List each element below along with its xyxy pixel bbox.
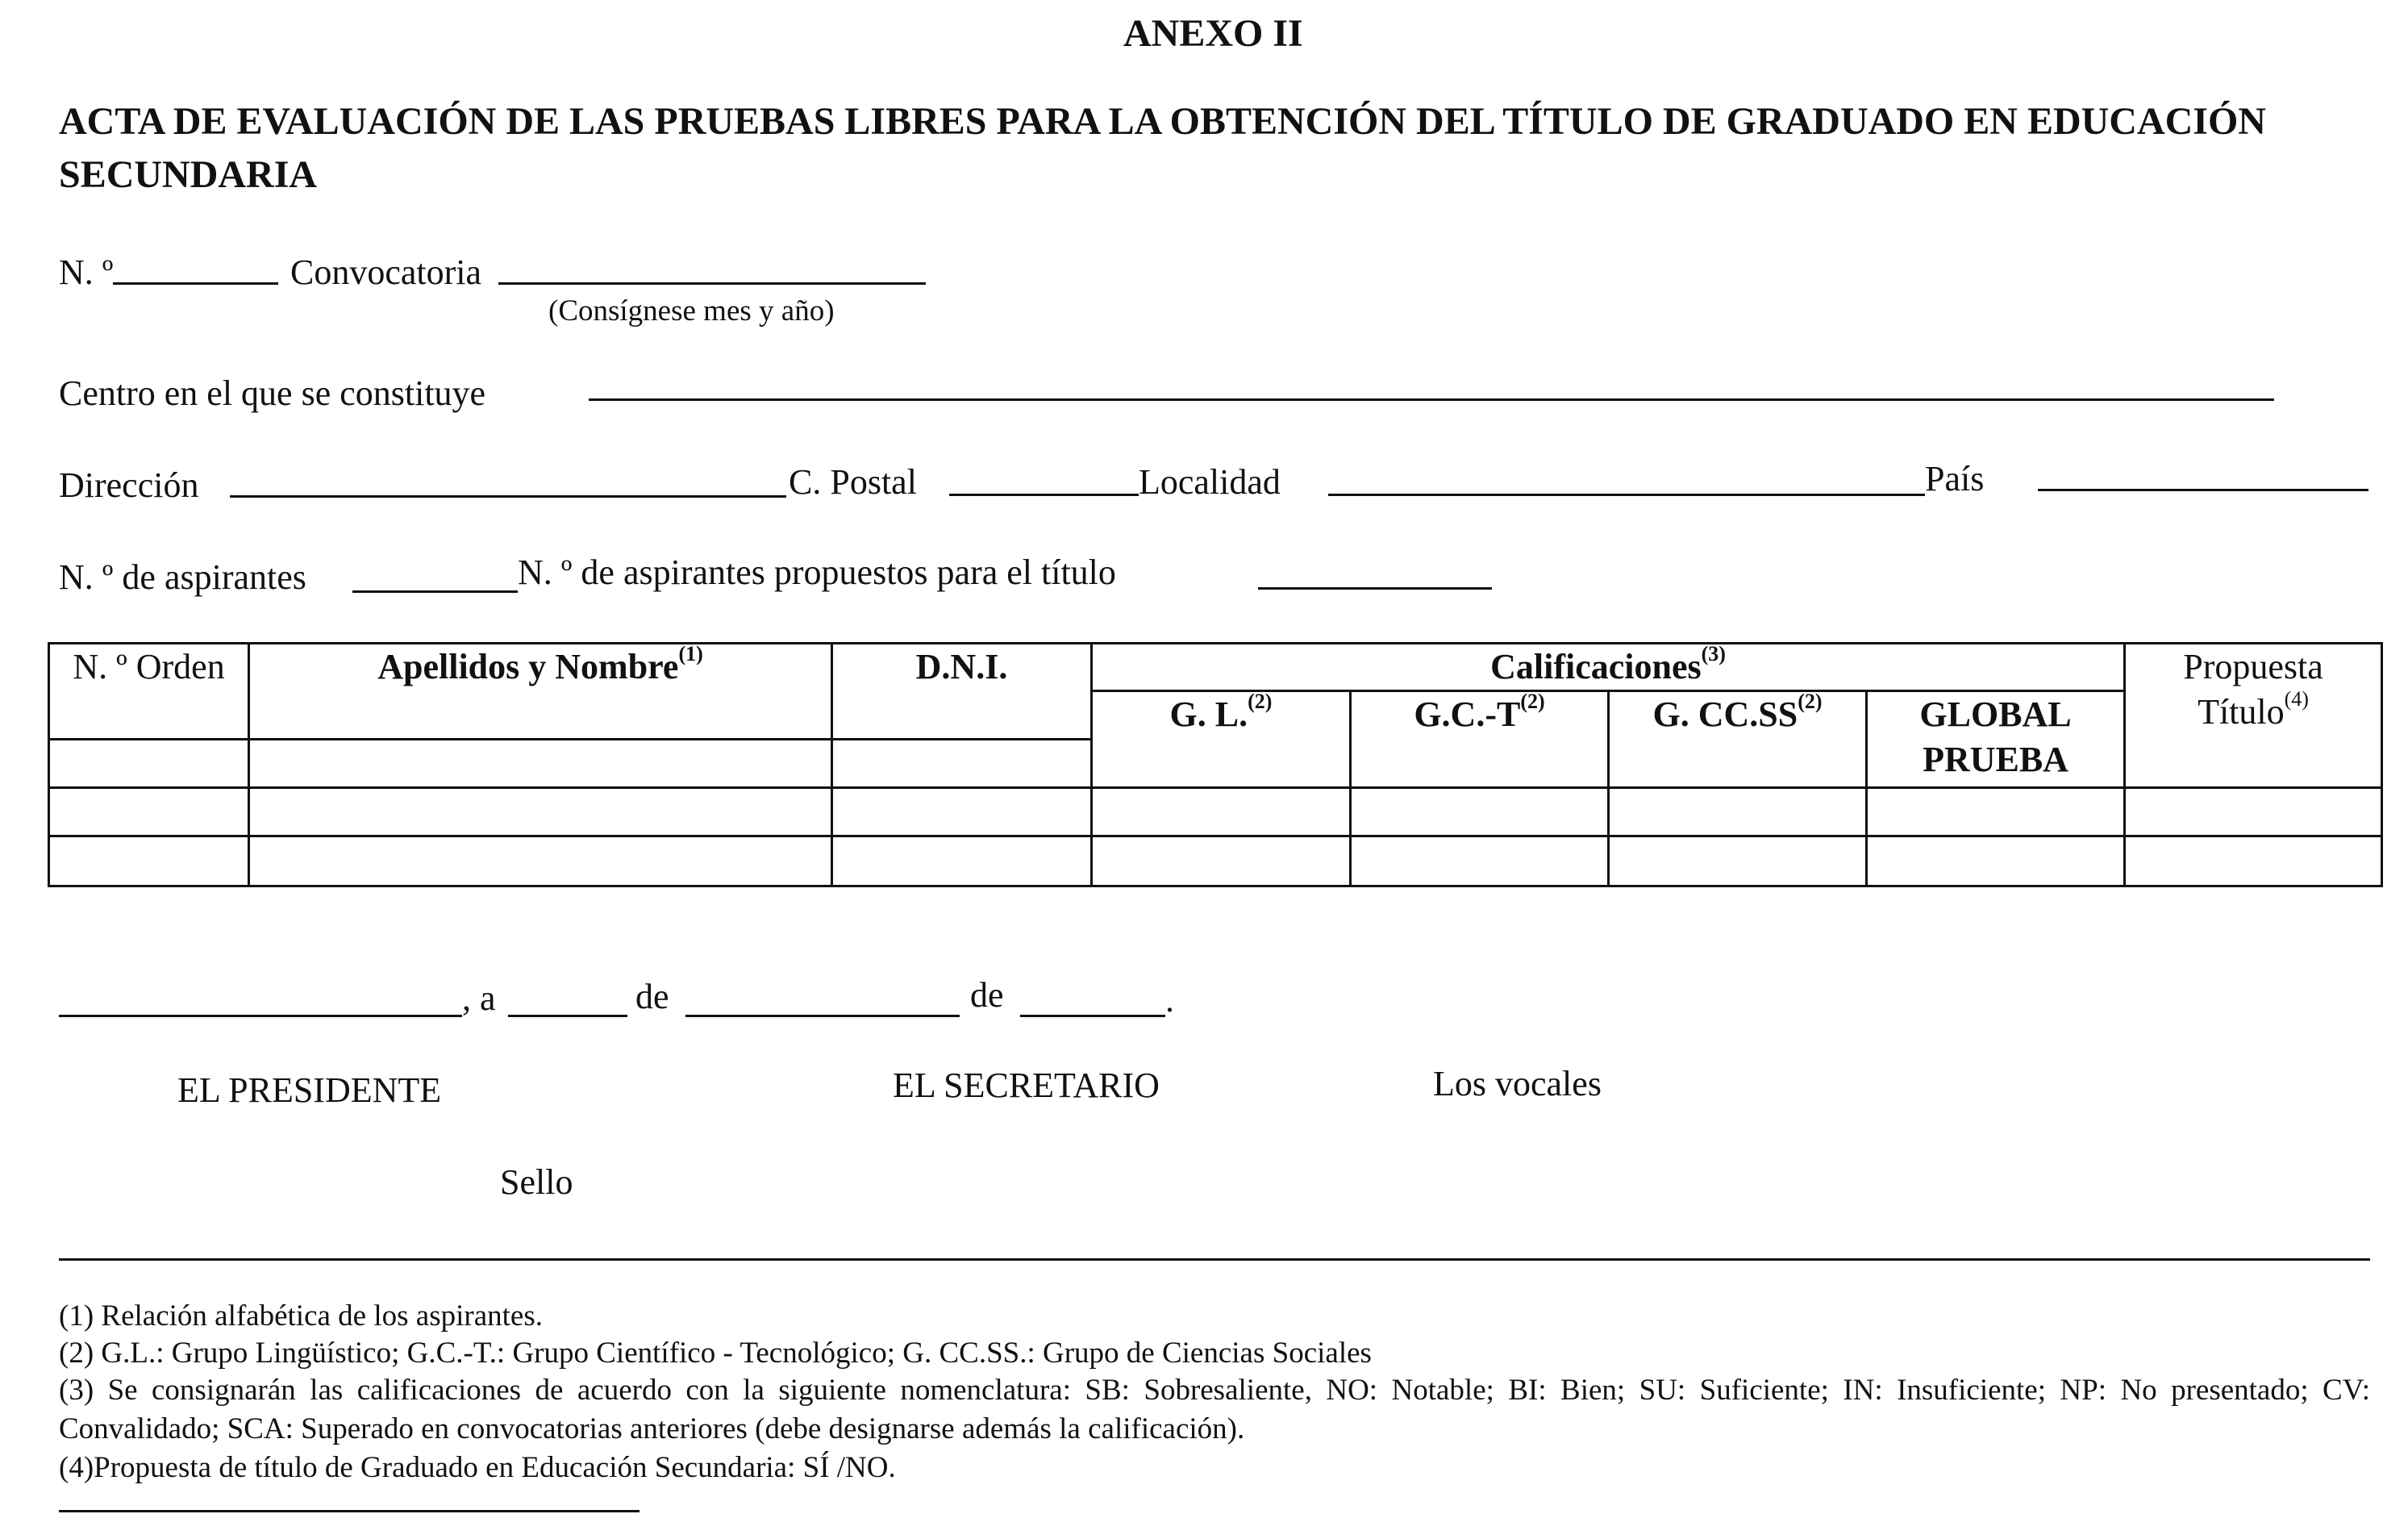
- document-title: ANEXO II: [1123, 12, 1303, 55]
- table-cell[interactable]: [249, 836, 832, 886]
- table-cell[interactable]: [832, 788, 1092, 836]
- centro-label: Centro en el que se constituye: [59, 373, 486, 413]
- table-cell[interactable]: [1092, 836, 1351, 886]
- date-a-label: , a: [462, 978, 496, 1018]
- table-cell[interactable]: [1867, 836, 2125, 886]
- table-cell[interactable]: [1351, 788, 1609, 836]
- table-cell[interactable]: [1609, 788, 1867, 836]
- vocales-label: Los vocales: [1433, 1064, 1602, 1103]
- footnote-2: (2) G.L.: Grupo Lingüístico; G.C.-T.: Grupo Científico - Tecnológico; G. CC.SS.: Grupo de Ciencias Sociales: [59, 1337, 1372, 1370]
- col-orden-header: N. º Orden: [49, 644, 249, 740]
- postal-label: C. Postal: [789, 462, 917, 502]
- month-field[interactable]: [685, 1015, 960, 1017]
- table-cell[interactable]: [1609, 836, 1867, 886]
- date-end-dot: .: [1165, 980, 1174, 1020]
- table-cell[interactable]: [249, 740, 832, 788]
- col-gccss-header: G. CC.SS$^{(2)}$: [1609, 691, 1867, 788]
- col-gct-header: $G.C.-T^{(2)}$: [1351, 691, 1609, 788]
- propuestos-field[interactable]: [1258, 587, 1492, 590]
- col-propuesta-header: Propuesta Título$^{(4)}$: [2125, 644, 2382, 788]
- table-row: [49, 788, 2382, 836]
- aspirantes-label: N. º de aspirantes: [59, 557, 306, 597]
- direccion-label: Dirección: [59, 465, 199, 505]
- bottom-rule: [59, 1510, 639, 1512]
- table-cell[interactable]: [2125, 836, 2382, 886]
- footnote-3: (3) Se consignarán las calificaciones de acuerdo con la siguiente nomenclatura: SB: Sobresaliente, NO: Notable; BI: Bien; SU: Suficiente; IN: Insuficiente; NP: No presentado; CV: Convalidado; SCA: Superado en convocatorias anteriores (debe designarse además la calificación).: [59, 1374, 2370, 1445]
- numero-label: N. º: [59, 252, 114, 292]
- localidad-label: Localidad: [1139, 462, 1281, 502]
- col-calificaciones-header: Calificaciones$^{(3)}$: [1092, 644, 2125, 691]
- table-cell[interactable]: [2125, 788, 2382, 836]
- table-cell[interactable]: [49, 836, 249, 886]
- localidad-field[interactable]: [1328, 494, 1925, 496]
- place-field[interactable]: [59, 1015, 462, 1017]
- sello-label: Sello: [500, 1162, 573, 1202]
- convocatoria-label: Convocatoria: [290, 252, 482, 292]
- centro-field[interactable]: [589, 398, 2274, 401]
- convocatoria-field[interactable]: [498, 282, 926, 285]
- table-cell[interactable]: [49, 788, 249, 836]
- table-cell[interactable]: [49, 740, 249, 788]
- footnotes-separator: [59, 1258, 2370, 1261]
- day-field[interactable]: [508, 1015, 627, 1017]
- col-dni-header: D.N.I.: [832, 644, 1092, 740]
- year-field[interactable]: [1020, 1015, 1165, 1017]
- table-cell[interactable]: [249, 788, 832, 836]
- date-de-label-2: de: [970, 975, 1004, 1015]
- table-cell[interactable]: [832, 836, 1092, 886]
- col-global-header: GLOBAL PRUEBA: [1867, 691, 2125, 788]
- table-cell[interactable]: [832, 740, 1092, 788]
- propuestos-label: N. º de aspirantes propuestos para el título: [518, 553, 1116, 592]
- col-gl-header: G. L.$^{(2)}$: [1092, 691, 1351, 788]
- pais-label: País: [1925, 459, 1985, 498]
- direccion-field[interactable]: [230, 495, 786, 498]
- secretario-label: EL SECRETARIO: [893, 1066, 1160, 1105]
- numero-field[interactable]: [113, 282, 278, 285]
- presidente-label: EL PRESIDENTE: [177, 1070, 442, 1110]
- table-cell[interactable]: [1092, 788, 1351, 836]
- table-cell[interactable]: [1867, 788, 2125, 836]
- table-row: [49, 836, 2382, 886]
- footnote-1: (1) Relación alfabética de los aspirantes.: [59, 1299, 543, 1333]
- aspirantes-field[interactable]: [352, 590, 518, 593]
- table-cell[interactable]: [1351, 836, 1609, 886]
- convocatoria-hint: (Consígnese mes y año): [548, 294, 835, 327]
- date-de-label-1: de: [635, 977, 669, 1016]
- document-heading: ACTA DE EVALUACIÓN DE LAS PRUEBAS LIBRES PARA LA OBTENCIÓN DEL TÍTULO DE GRADUADO EN EDUCACIÓN SECUNDARIA: [59, 100, 2266, 196]
- postal-field[interactable]: [949, 494, 1139, 496]
- pais-field[interactable]: [2038, 489, 2368, 491]
- footnote-4: (4)Propuesta de título de Graduado en Educación Secundaria: SÍ /NO.: [59, 1451, 896, 1484]
- evaluation-table: [48, 642, 2383, 887]
- col-nombre-header: Apellidos y Nombre$^{(1)}$: [249, 644, 832, 740]
